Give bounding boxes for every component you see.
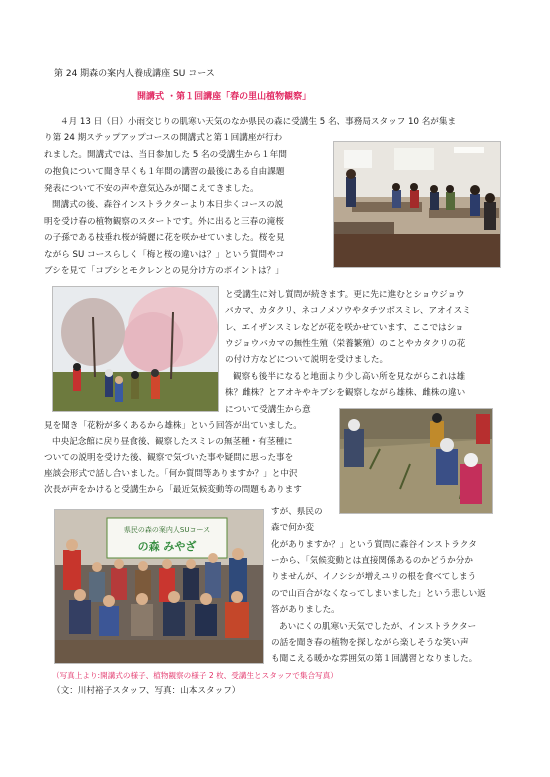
text-line: ので山百合がなくなってしまいました」という悲しい返 [271,589,486,599]
text-line: すが、県民の [271,507,323,517]
text-line: 観察も後半になると地面より少し高い所を見ながらこれは雄 [233,372,466,382]
text-line: ーから、「気候変動とは直接関係あるのかどうか分か [271,556,473,566]
classroom-photo [333,141,501,268]
text-line: 中央記念館に戻り昼食後、観察したスミレの無茎種・有茎種に [52,437,293,447]
text-line: レ、エイザンスミレなどが花を咲かせています、ここではショ [225,323,464,333]
text-line: について受講生から意 [225,405,311,415]
text-line: 化がありますか？」という質問に森谷インストラクタ [271,540,477,550]
text-line: あいにくの肌寒い天気でしたが、インストラクター [279,622,477,632]
series-title: 第 24 期森の案内人養成講座 SU コース [54,69,215,79]
text-line: ながら SU コースらしく「梅と桜の違いは？」という質問やコ [44,250,285,260]
text-line: 次長が声をかけると受講生から「最近気候変動等の問題もあります [44,485,302,495]
text-line: の抱負について聞き早くも１年間の講習の最後にある自由課題 [44,167,285,177]
text-line: れました。開講式では、当日参加した 5 名の受講生から１年間 [44,150,287,160]
text-line: ４月 13 日（日）小雨交じりの肌寒い天気のなか県民の森に受講生 5 名、事務局スタッフ 10 名が集ま [60,117,457,127]
text-line: の子孫である枝垂れ桜が綺麗に花を咲かせていました。桜を見 [44,233,285,243]
author-credit: （文：川村裕子スタッフ、写真：山本スタッフ） [52,686,241,696]
text-line: の話を聞き春の植物を探しながら楽しそうな笑い声 [271,638,469,648]
text-line: 発表について不安の声や意気込みが聞こえてきました。 [44,184,259,194]
text-line: 明を受け春の植物観察のスタートです。外に出ると三春の滝桜 [44,217,284,227]
text-line: 森で何か変 [271,523,314,533]
article-subtitle: 開講式 ・第１回講座「春の里山植物観察」 [137,92,312,102]
plant-observation-photo [339,408,493,514]
text-line: も聞こえる暖かな雰囲気の第１回講習となりました。 [271,654,478,664]
text-line: ウジョウバカマの無性生殖（栄養繁殖）のことやカタクリの花 [225,339,466,349]
cherry-blossom-photo [52,286,219,412]
banner-text-top: 県民の森の案内人SUコース [123,526,211,534]
text-line: 株？雌株？とアオキやキブシを観察しながら雄株、雌株の違い [225,388,466,398]
photo-caption: （写真上より:開講式の様子、植物観察の様子 2 枚、受講生とスタッフで集合写真） [52,671,338,680]
group-photo [54,509,264,664]
text-line: 開講式の後、森谷インストラクターより本日歩くコースの説 [52,200,284,210]
text-line: 見を聞き「花粉が多くあるから雄株」という回答が出ていました。 [44,421,302,431]
text-line: ついての説明を受けた後、観察で気づいた事や疑問に思った事を [44,453,294,463]
text-line: と受講生に対し質問が続きます。更に先に進むとショウジョウ [225,290,465,300]
banner-text-main: の森 みやざ [137,540,197,553]
text-line: 座談会形式で話し合いました。「何か質問等ありますか？」と中沢 [44,469,298,479]
text-line: り第 24 期ステップアップコースの開講式と第１回講座が行わ [44,133,283,143]
text-line: ブシを見て「コブシとモクレンとの見分け方のポイントは？」 [44,266,284,276]
text-line: 答がありました。 [271,605,340,615]
text-line: バカマ、カタクリ、ネコノメソウやタチツボスミレ、アオイスミ [225,306,471,316]
text-line: の付け方などについて説明を受けました。 [225,355,389,365]
text-line: りませんが、イノシシが増えユリの根を食べてしまう [271,572,477,582]
